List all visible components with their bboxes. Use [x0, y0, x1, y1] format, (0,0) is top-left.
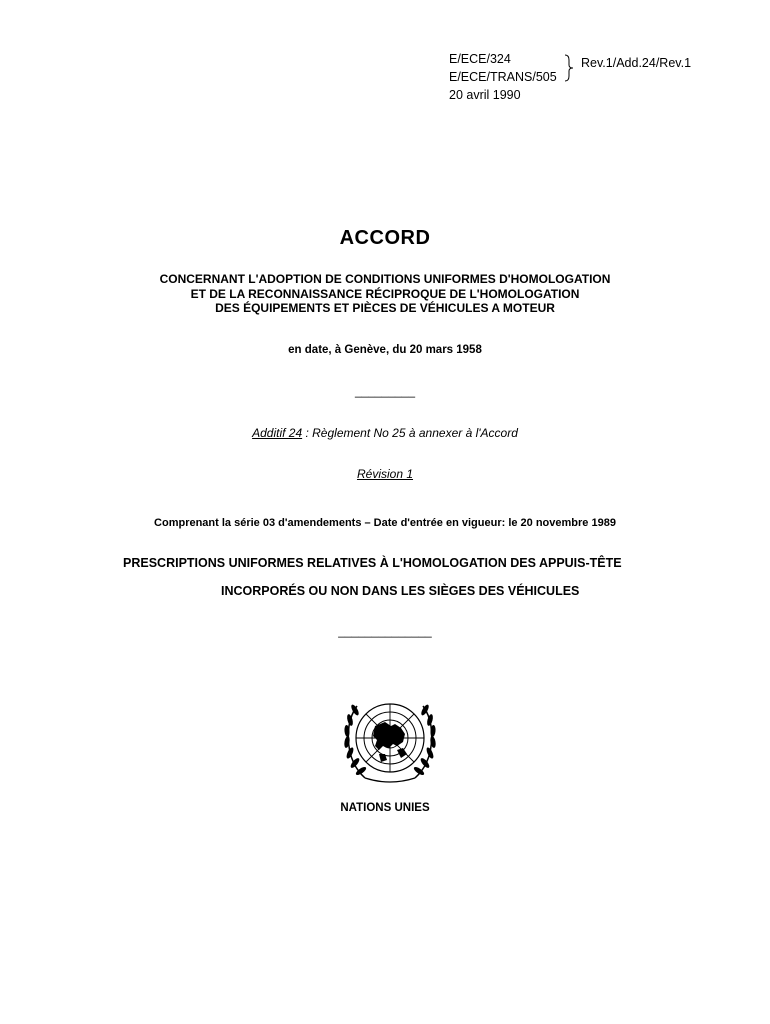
amendments-line: Comprenant la série 03 d'amendements – Date d'entrée en vigueur: le 20 novembre 1989: [154, 517, 616, 529]
prescriptions-line-2: INCORPORÉS OU NON DANS LES SIÈGES DES VÉHICULES: [221, 584, 580, 598]
addendum-label: Additif 24: [252, 426, 303, 440]
addendum-line: [0, 426, 770, 440]
document-symbol-2: E/ECE/TRANS/505: [449, 70, 557, 84]
subtitle-line-3: DES ÉQUIPEMENTS ET PIÈCES DE VÉHICULES A MOTEUR: [215, 301, 555, 315]
document-symbol-1: E/ECE/324: [449, 52, 511, 66]
un-emblem-icon: [335, 696, 445, 788]
revision-line: [0, 467, 770, 481]
organization-name: NATIONS UNIES: [340, 802, 430, 814]
curly-brace-icon: [563, 54, 575, 82]
agreement-subtitle: [0, 272, 770, 316]
agreement-date: en date, à Genève, du 20 mars 1958: [288, 344, 482, 356]
subtitle-line-2: ET DE LA RECONNAISSANCE RÉCIPROQUE DE L'HOMOLOGATION: [190, 286, 580, 301]
revision-label: Révision 1: [356, 467, 414, 481]
revision-symbol: Rev.1/Add.24/Rev.1: [581, 56, 692, 70]
document-symbol-block: [449, 50, 557, 104]
addendum-text: : Règlement No 25 à annexer à l'Accord: [302, 426, 518, 440]
separator-line: _________: [354, 384, 416, 398]
subtitle-line-1: CONCERNANT L'ADOPTION DE CONDITIONS UNIFORMES D'HOMOLOGATION: [159, 272, 611, 286]
prescriptions-line-1: PRESCRIPTIONS UNIFORMES RELATIVES À L'HOMOLOGATION DES APPUIS-TÊTE: [123, 556, 622, 570]
separator-line-2: ______________: [338, 624, 432, 638]
page-title: ACCORD: [339, 227, 431, 249]
document-date: 20 avril 1990: [449, 88, 521, 102]
